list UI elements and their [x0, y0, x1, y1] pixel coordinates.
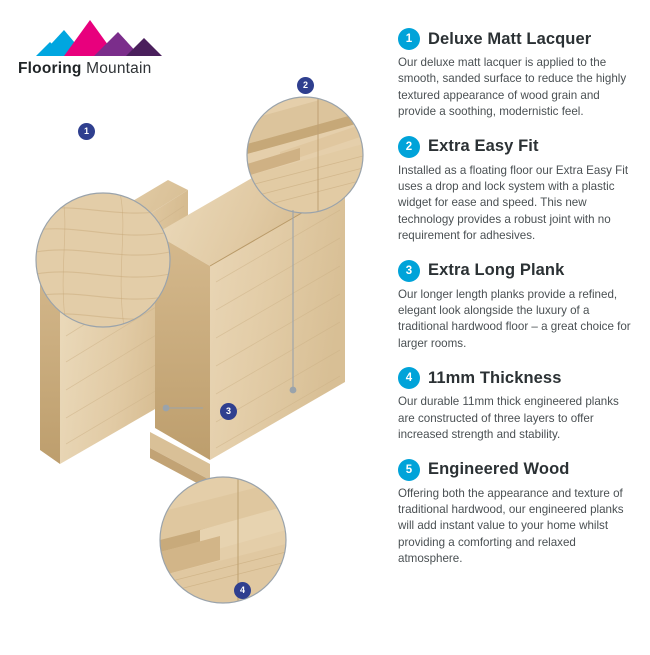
feature-item-3: [398, 260, 638, 353]
feature-title-1: Deluxe Matt Lacquer: [428, 29, 592, 48]
feature-number-badge-5: 5: [398, 459, 420, 481]
callout-badge-4: 4: [234, 582, 251, 599]
callout-badge-2: 2: [297, 77, 314, 94]
feature-header-3: [398, 260, 638, 282]
feature-item-4: [398, 367, 638, 443]
feature-title-5: Engineered Wood: [428, 460, 570, 478]
feature-title-2: Extra Easy Fit: [428, 137, 539, 156]
callout-circle-lacquer: [36, 193, 170, 327]
feature-title-3: Extra Long Plank: [428, 261, 565, 280]
feature-header-2: [398, 136, 638, 158]
feature-body-5: Offering both the appearance and texture of traditional hardwood, our engineered planks will add instant value to your home whilst providing a comforting and relaxed atmosphere.: [398, 486, 624, 566]
feature-list: [398, 28, 638, 583]
callout-badge-3: 3: [220, 403, 237, 420]
feature-header-1: [398, 28, 638, 50]
feature-body-4: Our durable 11mm thick engineered planks are constructed of three layers to offer increased strength and stability.: [398, 395, 619, 442]
flooring-illustration: [0, 60, 390, 650]
leader-dot-longplank: [163, 405, 170, 412]
mountain-logo-icon: [34, 14, 174, 58]
brand-name-bold: Flooring: [18, 60, 82, 77]
feature-item-5: [398, 459, 638, 568]
leader-dot-easyfit: [290, 387, 297, 394]
feature-number-badge-2: 2: [398, 136, 420, 158]
brand-name-light: Mountain: [81, 60, 152, 77]
feature-number-badge-1: 1: [398, 28, 420, 50]
callout-circle-thickness: [160, 477, 286, 603]
feature-header-4: [398, 367, 638, 389]
feature-body-3: Our longer length planks provide a refined, elegant look alongside the luxury of a traditional hardwood floor – a great choice for larger rooms.: [398, 287, 631, 350]
callout-badge-1: 1: [78, 123, 95, 140]
feature-number-badge-4: 4: [398, 367, 420, 389]
callout-circle-easyfit: [247, 88, 363, 213]
feature-item-2: [398, 136, 638, 245]
feature-header-5: [398, 459, 638, 481]
feature-number-badge-3: 3: [398, 260, 420, 282]
feature-body-2: Installed as a floating floor our Extra Easy Fit uses a drop and lock system with a plastic widget for ease and speed. This new technology provides a robust joint with no requirement for adhesives.: [398, 163, 629, 243]
feature-body-1: Our deluxe matt lacquer is applied to the smooth, sanded surface to reduce the highly textured appearance of wood grain and provide a soothing, modernistic feel.: [398, 56, 627, 119]
feature-item-1: [398, 28, 638, 121]
feature-title-4: 11mm Thickness: [428, 368, 562, 387]
